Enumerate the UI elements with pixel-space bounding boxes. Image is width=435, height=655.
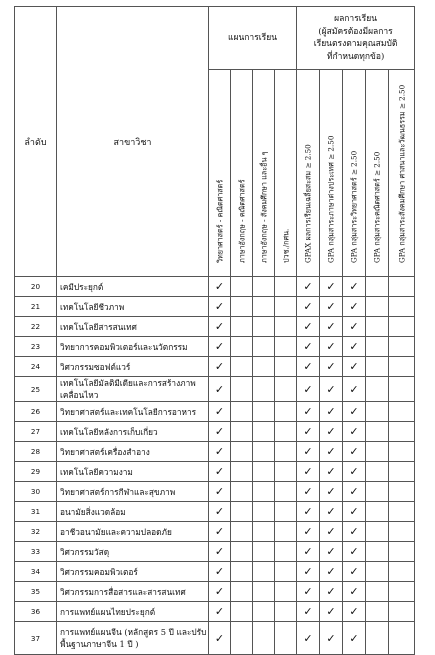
empty-cell	[231, 542, 253, 562]
table-row	[15, 297, 415, 317]
empty-cell	[389, 357, 415, 377]
empty-cell	[366, 277, 389, 297]
subject-name: เทคโนโลยีหลังการเก็บเกี่ยว	[57, 422, 209, 442]
empty-cell	[366, 442, 389, 462]
subject-column-header: สาขาวิชา	[57, 7, 209, 277]
empty-cell	[275, 402, 297, 422]
check-mark-icon: ✓	[209, 277, 231, 297]
empty-cell	[389, 337, 415, 357]
check-mark-icon: ✓	[320, 442, 343, 462]
subject-name: อนามัยสิ่งแวดล้อม	[57, 502, 209, 522]
row-number: 33	[15, 542, 57, 562]
empty-cell	[366, 562, 389, 582]
check-mark-icon: ✓	[297, 337, 320, 357]
subject-name: อาชีวอนามัยและความปลอดภัย	[57, 522, 209, 542]
empty-cell	[389, 542, 415, 562]
empty-cell	[275, 442, 297, 462]
empty-cell	[275, 622, 297, 655]
check-mark-icon: ✓	[297, 442, 320, 462]
check-mark-icon: ✓	[297, 622, 320, 655]
empty-cell	[253, 622, 275, 655]
check-mark-icon: ✓	[320, 377, 343, 402]
admission-requirements-table	[14, 6, 415, 655]
empty-cell	[389, 377, 415, 402]
row-number: 28	[15, 442, 57, 462]
empty-cell	[275, 542, 297, 562]
empty-cell	[389, 462, 415, 482]
empty-cell	[366, 317, 389, 337]
check-mark-icon: ✓	[297, 582, 320, 602]
row-number: 21	[15, 297, 57, 317]
empty-cell	[253, 522, 275, 542]
empty-cell	[231, 377, 253, 402]
check-mark-icon: ✓	[320, 602, 343, 622]
empty-cell	[389, 482, 415, 502]
table-row	[15, 482, 415, 502]
table-row	[15, 377, 415, 402]
empty-cell	[231, 502, 253, 522]
empty-cell	[389, 442, 415, 462]
empty-cell	[253, 422, 275, 442]
check-mark-icon: ✓	[209, 317, 231, 337]
table-row	[15, 442, 415, 462]
check-mark-icon: ✓	[209, 562, 231, 582]
subject-name: วิทยาศาสตร์เครื่องสำอาง	[57, 442, 209, 462]
empty-cell	[231, 522, 253, 542]
check-mark-icon: ✓	[297, 422, 320, 442]
check-mark-icon: ✓	[209, 422, 231, 442]
check-mark-icon: ✓	[209, 522, 231, 542]
table-body	[15, 277, 415, 655]
empty-cell	[366, 377, 389, 402]
empty-cell	[275, 422, 297, 442]
empty-cell	[253, 442, 275, 462]
empty-cell	[389, 402, 415, 422]
empty-cell	[231, 462, 253, 482]
subject-name: วิศวกรรมซอฟต์แวร์	[57, 357, 209, 377]
empty-cell	[389, 602, 415, 622]
row-number: 32	[15, 522, 57, 542]
check-mark-icon: ✓	[297, 562, 320, 582]
table-row	[15, 522, 415, 542]
table-row	[15, 402, 415, 422]
grade-column-header: GPA กลุ่มสาระวิทยาศาสตร์ ≥ 2.50	[343, 70, 366, 277]
check-mark-icon: ✓	[209, 542, 231, 562]
row-number: 24	[15, 357, 57, 377]
check-mark-icon: ✓	[343, 317, 366, 337]
check-mark-icon: ✓	[320, 462, 343, 482]
check-mark-icon: ✓	[343, 297, 366, 317]
subject-name: การแพทย์แผนจีน (หลักสูตร 5 ปี และปรับพื้นฐานภาษาจีน 1 ปี )	[57, 622, 209, 655]
check-mark-icon: ✓	[343, 522, 366, 542]
row-number: 37	[15, 622, 57, 655]
check-mark-icon: ✓	[320, 502, 343, 522]
table-row	[15, 422, 415, 442]
check-mark-icon: ✓	[343, 357, 366, 377]
table-row	[15, 317, 415, 337]
empty-cell	[231, 442, 253, 462]
check-mark-icon: ✓	[343, 622, 366, 655]
table-row	[15, 582, 415, 602]
subject-name: วิทยาศาสตร์และเทคโนโลยีการอาหาร	[57, 402, 209, 422]
empty-cell	[253, 502, 275, 522]
empty-cell	[253, 277, 275, 297]
empty-cell	[366, 462, 389, 482]
row-number: 30	[15, 482, 57, 502]
check-mark-icon: ✓	[320, 482, 343, 502]
check-mark-icon: ✓	[320, 402, 343, 422]
row-number: 23	[15, 337, 57, 357]
check-mark-icon: ✓	[297, 522, 320, 542]
empty-cell	[275, 357, 297, 377]
empty-cell	[253, 582, 275, 602]
check-mark-icon: ✓	[320, 562, 343, 582]
plan-column-header: ปวช./กศน.	[275, 70, 297, 277]
check-mark-icon: ✓	[320, 297, 343, 317]
grade-column-header: GPA กลุ่มสาระภาษาต่างประเทศ ≥ 2.50	[320, 70, 343, 277]
study-plan-group-header: แผนการเรียน	[209, 7, 297, 70]
check-mark-icon: ✓	[209, 602, 231, 622]
check-mark-icon: ✓	[320, 317, 343, 337]
empty-cell	[275, 562, 297, 582]
empty-cell	[389, 562, 415, 582]
grade-column-header: GPAX ผลการเรียนเฉลี่ยสะสม ≥ 2.50	[297, 70, 320, 277]
empty-cell	[275, 482, 297, 502]
check-mark-icon: ✓	[343, 462, 366, 482]
empty-cell	[275, 602, 297, 622]
empty-cell	[253, 377, 275, 402]
empty-cell	[275, 377, 297, 402]
empty-cell	[275, 317, 297, 337]
grade-requirement-group-header: ผลการเรียน (ผู้สมัครต้องมีผลการ เรียนตรงตามคุณสมบัติ ที่กำหนดทุกข้อ)	[297, 7, 415, 70]
empty-cell	[253, 357, 275, 377]
empty-cell	[253, 317, 275, 337]
check-mark-icon: ✓	[343, 402, 366, 422]
check-mark-icon: ✓	[320, 522, 343, 542]
row-number: 31	[15, 502, 57, 522]
empty-cell	[366, 402, 389, 422]
check-mark-icon: ✓	[297, 462, 320, 482]
empty-cell	[231, 622, 253, 655]
grade-column-header: GPA กลุ่มสาระสังคมศึกษา ศาสนาและวัฒนธรรม ≥ 2.50	[389, 70, 415, 277]
empty-cell	[366, 622, 389, 655]
check-mark-icon: ✓	[209, 337, 231, 357]
empty-cell	[389, 582, 415, 602]
check-mark-icon: ✓	[209, 402, 231, 422]
empty-cell	[231, 277, 253, 297]
check-mark-icon: ✓	[297, 502, 320, 522]
empty-cell	[366, 582, 389, 602]
check-mark-icon: ✓	[343, 542, 366, 562]
check-mark-icon: ✓	[209, 357, 231, 377]
row-number: 26	[15, 402, 57, 422]
empty-cell	[366, 297, 389, 317]
empty-cell	[366, 482, 389, 502]
check-mark-icon: ✓	[343, 602, 366, 622]
check-mark-icon: ✓	[297, 602, 320, 622]
empty-cell	[253, 542, 275, 562]
table-row	[15, 462, 415, 482]
check-mark-icon: ✓	[209, 442, 231, 462]
check-mark-icon: ✓	[343, 337, 366, 357]
empty-cell	[389, 422, 415, 442]
check-mark-icon: ✓	[320, 357, 343, 377]
order-column-header: ลำดับ	[15, 7, 57, 277]
row-number: 36	[15, 602, 57, 622]
empty-cell	[275, 297, 297, 317]
check-mark-icon: ✓	[320, 277, 343, 297]
check-mark-icon: ✓	[320, 422, 343, 442]
empty-cell	[275, 277, 297, 297]
row-number: 35	[15, 582, 57, 602]
empty-cell	[253, 462, 275, 482]
check-mark-icon: ✓	[320, 622, 343, 655]
row-number: 27	[15, 422, 57, 442]
empty-cell	[231, 582, 253, 602]
table-row	[15, 562, 415, 582]
empty-cell	[231, 357, 253, 377]
empty-cell	[366, 522, 389, 542]
check-mark-icon: ✓	[320, 582, 343, 602]
subject-name: เทคโนโลยีความงาม	[57, 462, 209, 482]
empty-cell	[389, 317, 415, 337]
check-mark-icon: ✓	[297, 297, 320, 317]
empty-cell	[253, 402, 275, 422]
check-mark-icon: ✓	[297, 277, 320, 297]
subject-name: เทคโนโลยีสารสนเทศ	[57, 317, 209, 337]
row-number: 34	[15, 562, 57, 582]
check-mark-icon: ✓	[209, 502, 231, 522]
empty-cell	[253, 602, 275, 622]
empty-cell	[231, 602, 253, 622]
check-mark-icon: ✓	[209, 297, 231, 317]
empty-cell	[275, 502, 297, 522]
check-mark-icon: ✓	[320, 337, 343, 357]
empty-cell	[366, 602, 389, 622]
empty-cell	[366, 357, 389, 377]
subject-name: วิศวกรรมการสื่อสารและสารสนเทศ	[57, 582, 209, 602]
table-row	[15, 602, 415, 622]
row-number: 25	[15, 377, 57, 402]
check-mark-icon: ✓	[343, 442, 366, 462]
table-row	[15, 542, 415, 562]
empty-cell	[253, 562, 275, 582]
check-mark-icon: ✓	[343, 377, 366, 402]
table-row	[15, 277, 415, 297]
empty-cell	[366, 542, 389, 562]
empty-cell	[389, 502, 415, 522]
check-mark-icon: ✓	[343, 502, 366, 522]
check-mark-icon: ✓	[209, 462, 231, 482]
check-mark-icon: ✓	[297, 377, 320, 402]
empty-cell	[231, 317, 253, 337]
check-mark-icon: ✓	[297, 357, 320, 377]
check-mark-icon: ✓	[343, 277, 366, 297]
empty-cell	[275, 462, 297, 482]
empty-cell	[366, 502, 389, 522]
table-row	[15, 337, 415, 357]
empty-cell	[231, 482, 253, 502]
subject-name: วิศวกรรมวัสดุ	[57, 542, 209, 562]
subject-name: วิทยาศาสตร์การกีฬาและสุขภาพ	[57, 482, 209, 502]
empty-cell	[253, 337, 275, 357]
check-mark-icon: ✓	[209, 582, 231, 602]
empty-cell	[275, 522, 297, 542]
table-row	[15, 357, 415, 377]
empty-cell	[389, 277, 415, 297]
table-row	[15, 622, 415, 655]
empty-cell	[231, 297, 253, 317]
plan-column-header: ภาษาอังกฤษ - สังคมศึกษา และอื่น ๆ	[253, 70, 275, 277]
empty-cell	[389, 522, 415, 542]
empty-cell	[389, 622, 415, 655]
check-mark-icon: ✓	[297, 482, 320, 502]
plan-column-header: วิทยาศาสตร์ - คณิตศาสตร์	[209, 70, 231, 277]
empty-cell	[366, 422, 389, 442]
empty-cell	[366, 337, 389, 357]
subject-name: การแพทย์แผนไทยประยุกต์	[57, 602, 209, 622]
plan-column-header: ภาษาอังกฤษ - คณิตศาสตร์	[231, 70, 253, 277]
check-mark-icon: ✓	[297, 542, 320, 562]
subject-name: เคมีประยุกต์	[57, 277, 209, 297]
check-mark-icon: ✓	[209, 377, 231, 402]
empty-cell	[231, 337, 253, 357]
subject-name: เทคโนโลยีมัลติมีเดียและการสร้างภาพเคลื่อนไหว	[57, 377, 209, 402]
table-row	[15, 502, 415, 522]
check-mark-icon: ✓	[297, 402, 320, 422]
row-number: 22	[15, 317, 57, 337]
check-mark-icon: ✓	[343, 482, 366, 502]
check-mark-icon: ✓	[297, 317, 320, 337]
subject-name: วิทยาการคอมพิวเตอร์และนวัตกรรม	[57, 337, 209, 357]
check-mark-icon: ✓	[343, 582, 366, 602]
empty-cell	[253, 482, 275, 502]
check-mark-icon: ✓	[343, 562, 366, 582]
check-mark-icon: ✓	[343, 422, 366, 442]
empty-cell	[275, 337, 297, 357]
empty-cell	[389, 297, 415, 317]
empty-cell	[231, 422, 253, 442]
row-number: 20	[15, 277, 57, 297]
empty-cell	[253, 297, 275, 317]
check-mark-icon: ✓	[209, 622, 231, 655]
check-mark-icon: ✓	[209, 482, 231, 502]
empty-cell	[275, 582, 297, 602]
subject-name: วิศวกรรมคอมพิวเตอร์	[57, 562, 209, 582]
empty-cell	[231, 402, 253, 422]
subject-name: เทคโนโลยีชีวภาพ	[57, 297, 209, 317]
grade-column-header: GPA กลุ่มสาระคณิตศาสตร์ ≥ 2.50	[366, 70, 389, 277]
empty-cell	[231, 562, 253, 582]
row-number: 29	[15, 462, 57, 482]
check-mark-icon: ✓	[320, 542, 343, 562]
